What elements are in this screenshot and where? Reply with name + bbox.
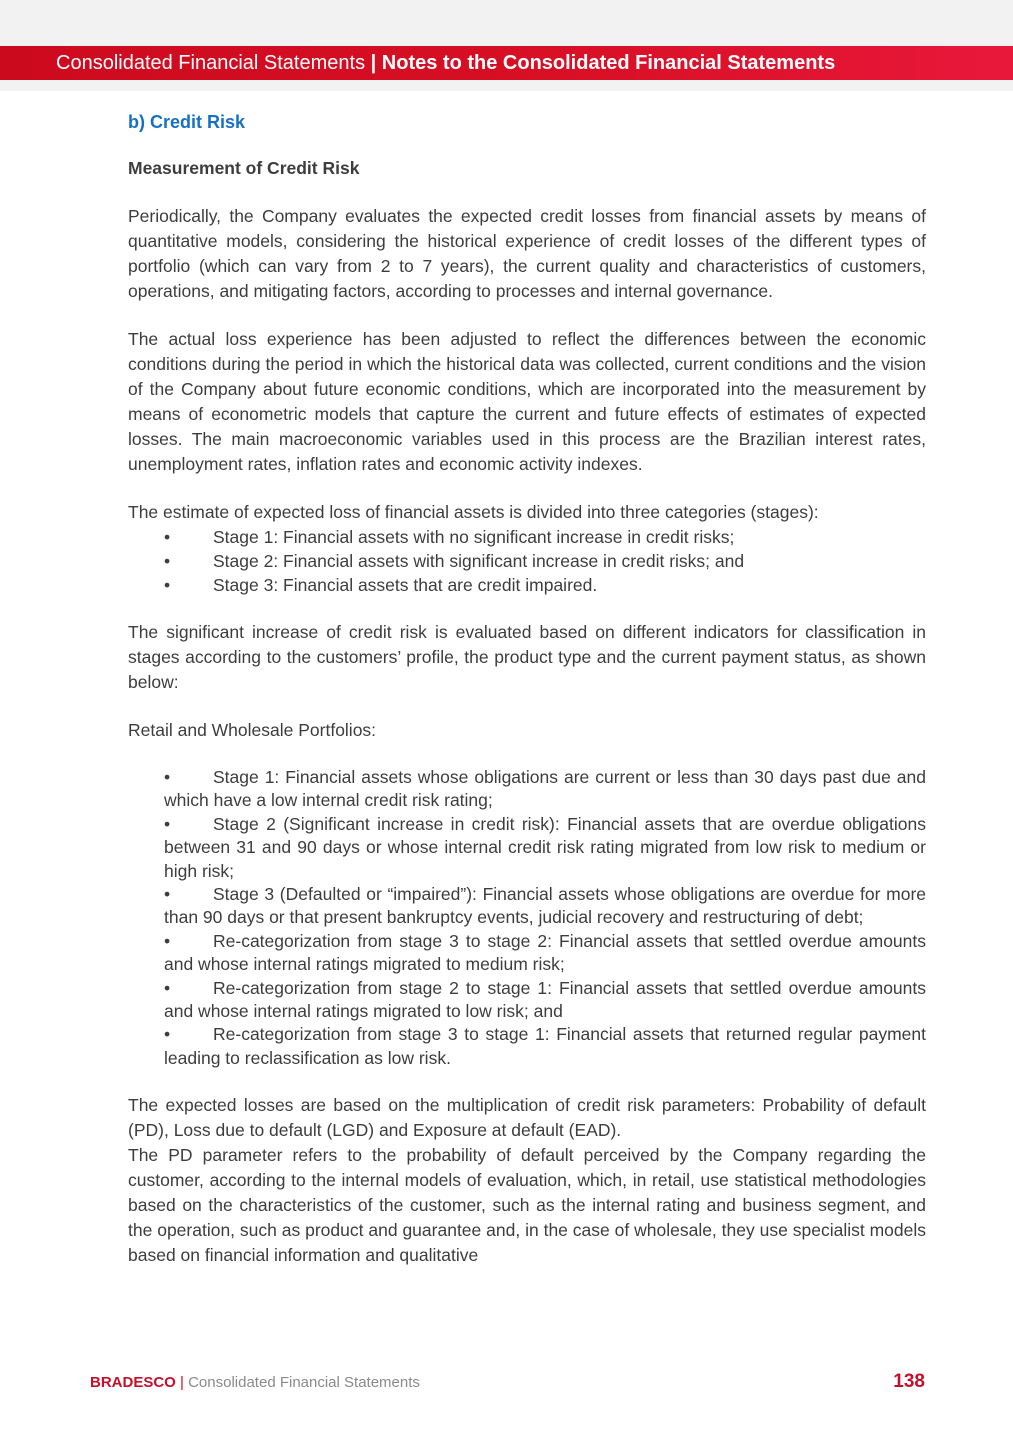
list-item-text: Re-categorization from stage 2 to stage 1: Financial assets that settled overdue amounts and whose internal ratings migrated to low risk; and (164, 977, 926, 1022)
stages-list (128, 525, 926, 597)
paragraph-3: The estimate of expected loss of financial assets is divided into three categories (stages): (128, 502, 819, 522)
paragraph-2: The actual loss experience has been adjusted to reflect the differences between the economic conditions during the period in which the historical data was collected, current conditions and the vision of the Company about future economic conditions, which are incorporated into the measurement by means of econometric models that capture the current and future effects of estimates of expected losses. The main macroeconomic variables used in this process are the Brazilian interest rates, unemployment rates, inflation rates and economic activity indexes. (128, 329, 926, 474)
bullet-icon: • (164, 575, 171, 595)
list-item (128, 525, 926, 549)
bullet-icon: • (164, 977, 171, 998)
paragraph-4: The significant increase of credit risk is evaluated based on different indicators for classification in stages according to the customers’ profile, the product type and the current payment status, as shown below: (128, 622, 926, 692)
bullet-icon: • (164, 1024, 171, 1045)
bullet-icon: • (164, 527, 171, 547)
footer-text: Consolidated Financial Statements (188, 1374, 420, 1391)
list-item-text: Stage 2 (Significant increase in credit risk): Financial assets that are overdue obligations between 31 and 90 days or whose internal credit risk rating migrated from low risk to medium or high risk; (164, 813, 926, 881)
header-text (56, 46, 835, 80)
list-item (164, 930, 926, 977)
list-item (128, 573, 926, 597)
paragraph-6: The expected losses are based on the multiplication of credit risk parameters: Probability of default (PD), Loss due to default (LGD) and Exposure at default (EAD). (128, 1095, 926, 1141)
section-subtitle: Measurement of Credit Risk (128, 158, 360, 178)
footer-separator: | (180, 1374, 184, 1391)
list-item-text: Re-categorization from stage 3 to stage 2: Financial assets that settled overdue amounts and whose internal ratings migrated to medium risk; (164, 930, 926, 975)
list-item (128, 549, 926, 573)
header-separator: | (370, 52, 377, 74)
bullet-icon: • (164, 930, 171, 951)
bullet-icon: • (164, 813, 171, 834)
header-left: Consolidated Financial Statements (56, 52, 366, 74)
bullet-icon: • (164, 551, 171, 571)
page-header (0, 46, 1013, 80)
list-item (164, 766, 926, 813)
page-number: 138 (893, 1371, 925, 1392)
list-item (164, 977, 926, 1024)
top-margin (0, 0, 1013, 46)
page-content (128, 110, 926, 1268)
portfolio-list (164, 766, 926, 1070)
list-item-text: Stage 1: Financial assets with no significant increase in credit risks; (213, 527, 735, 547)
paragraph-1: Periodically, the Company evaluates the expected credit losses from financial assets by means of quantitative models, considering the historical experience of credit losses of the different types of portfolio (which can vary from 2 to 7 years), the current quality and characteristics of customers, operations, and mitigating factors, according to processes and internal governance. (128, 206, 926, 301)
list-item-text: Stage 1: Financial assets whose obligations are current or less than 30 days past due and which have a low internal credit risk rating; (164, 767, 926, 811)
bullet-icon: • (164, 884, 171, 905)
footer-brand: BRADESCO (90, 1374, 176, 1391)
list-item-text: Stage 3 (Defaulted or “impaired”): Financial assets whose obligations are overdue for more than 90 days or that present bankruptcy events, judicial recovery and restructuring of debt; (164, 884, 926, 928)
paragraph-7: The PD parameter refers to the probability of default perceived by the Company regarding the customer, according to the internal models of evaluation, which, in retail, use statistical methodologies based on the characteristics of the customer, such as the internal rating and business segment, and the operation, such as product and guarantee and, in the case of wholesale, they use specialist models based on financial information and qualitative (128, 1145, 926, 1266)
bullet-icon: • (164, 767, 171, 787)
page-footer (90, 1374, 420, 1391)
paragraph-5: Retail and Wholesale Portfolios: (128, 720, 377, 740)
header-right: Notes to the Consolidated Financial Statements (381, 52, 836, 74)
header-shadow-band (0, 80, 1013, 91)
list-item (164, 813, 926, 883)
list-item (164, 1023, 926, 1070)
list-item-text: Stage 3: Financial assets that are credit impaired. (213, 575, 598, 595)
section-title: b) Credit Risk (128, 112, 246, 132)
list-item-text: Stage 2: Financial assets with significant increase in credit risks; and (213, 551, 745, 571)
list-item (164, 883, 926, 930)
list-item-text: Re-categorization from stage 3 to stage 1: Financial assets that returned regular payment leading to reclassification as low risk. (164, 1024, 926, 1068)
